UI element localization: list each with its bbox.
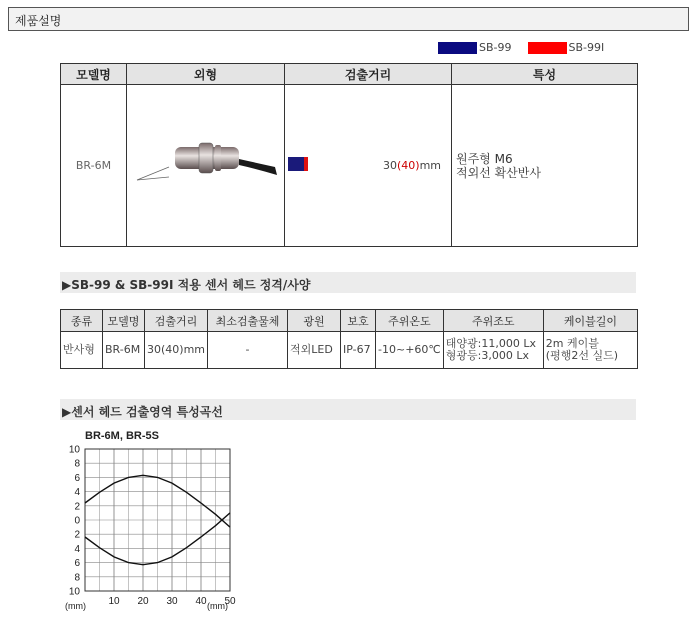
curve-section-title: ▶센서 헤드 검출영역 특성곡선 [60, 399, 636, 420]
spec-header: 주위온도 [376, 310, 444, 332]
spec-cell-type: 반사형 [61, 332, 103, 369]
y-tick-label: 6 [74, 558, 80, 570]
legend [438, 41, 620, 54]
y-tick-label: 6 [74, 472, 80, 484]
feature-line-1: 원주형 M6 [456, 151, 513, 166]
distance-unit: mm [419, 159, 441, 172]
product-table [60, 63, 638, 247]
spec-header: 케이블길이 [543, 310, 637, 332]
table-row [61, 332, 638, 369]
spec-header: 광원 [288, 310, 341, 332]
cable-line-2: (평행2선 실드) [545, 349, 618, 362]
spec-table [60, 309, 638, 369]
spec-header: 검출거리 [145, 310, 208, 332]
header-feature: 특성 [452, 64, 638, 85]
header-distance: 검출거리 [285, 64, 452, 85]
spec-header: 최소검출물체 [208, 310, 288, 332]
legend-item-sb99i [528, 41, 605, 54]
chart-grid [85, 449, 230, 591]
table-row [61, 85, 638, 247]
x-tick-label: 30 [166, 596, 178, 607]
spec-section-title: ▶SB-99 & SB-99I 적용 센서 헤드 정격/사양 [60, 272, 636, 293]
x-tick-label: 10 [108, 596, 120, 607]
y-tick-label: 8 [74, 572, 80, 584]
x-tick-label: 50 [224, 596, 236, 607]
chart-title: BR-6M, BR-5S [85, 430, 159, 442]
legend-swatch-sb99 [438, 42, 477, 54]
spec-cell-light: 적외LED [288, 332, 341, 369]
x-tick-label: 40 [195, 596, 207, 607]
y-tick-label: 2 [74, 501, 80, 513]
cable-line-1: 2m 케이블 [545, 337, 599, 350]
sensor-image [127, 85, 283, 243]
y-tick-label: 4 [74, 487, 80, 499]
y-tick-labels [69, 445, 81, 598]
spec-header: 보호 [341, 310, 376, 332]
distance-bar [288, 157, 308, 171]
spec-cell-illumination [443, 332, 543, 369]
spec-header: 모델명 [103, 310, 145, 332]
header-appearance: 외형 [127, 64, 285, 85]
header-model: 모델명 [61, 64, 127, 85]
y-tick-label: 10 [68, 586, 80, 598]
spec-cell-model: BR-6M [103, 332, 145, 369]
spec-header: 주위조도 [443, 310, 543, 332]
legend-swatch-sb99i [528, 42, 567, 54]
cell-appearance [127, 85, 285, 247]
spec-cell-protection: IP-67 [341, 332, 376, 369]
spec-cell-temperature: -10~+60℃ [376, 332, 444, 369]
x-axis-label: (mm) [207, 601, 228, 611]
cell-model: BR-6M [61, 85, 127, 247]
legend-label-sb99: SB-99 [479, 41, 512, 54]
y-tick-label: 2 [74, 529, 80, 541]
illum-line-1: 태양광:11,000 Lx [445, 337, 536, 350]
y-tick-label: 4 [74, 543, 80, 555]
spec-header: 종류 [61, 310, 103, 332]
legend-item-sb99 [438, 41, 512, 54]
cell-distance [285, 85, 452, 247]
detection-curve-chart [60, 425, 260, 620]
spec-cell-distance: 30(40)mm [145, 332, 208, 369]
spec-cell-cable [543, 332, 637, 369]
distance-paren: (40) [396, 159, 420, 172]
illum-line-2: 형광등:3,000 Lx [445, 349, 529, 362]
distance-value: 30 [382, 159, 397, 172]
legend-label-sb99i: SB-99I [568, 41, 605, 54]
y-tick-label: 0 [74, 515, 80, 527]
feature-line-2: 적외선 확산반사 [456, 165, 541, 180]
page-title: 제품설명 [8, 7, 689, 31]
x-tick-label: 20 [137, 596, 149, 607]
y-tick-label: 10 [68, 444, 80, 456]
y-axis-label: (mm) [65, 601, 86, 611]
cell-feature [452, 85, 638, 247]
y-tick-label: 8 [74, 458, 80, 470]
spec-cell-min-object: - [208, 332, 288, 369]
